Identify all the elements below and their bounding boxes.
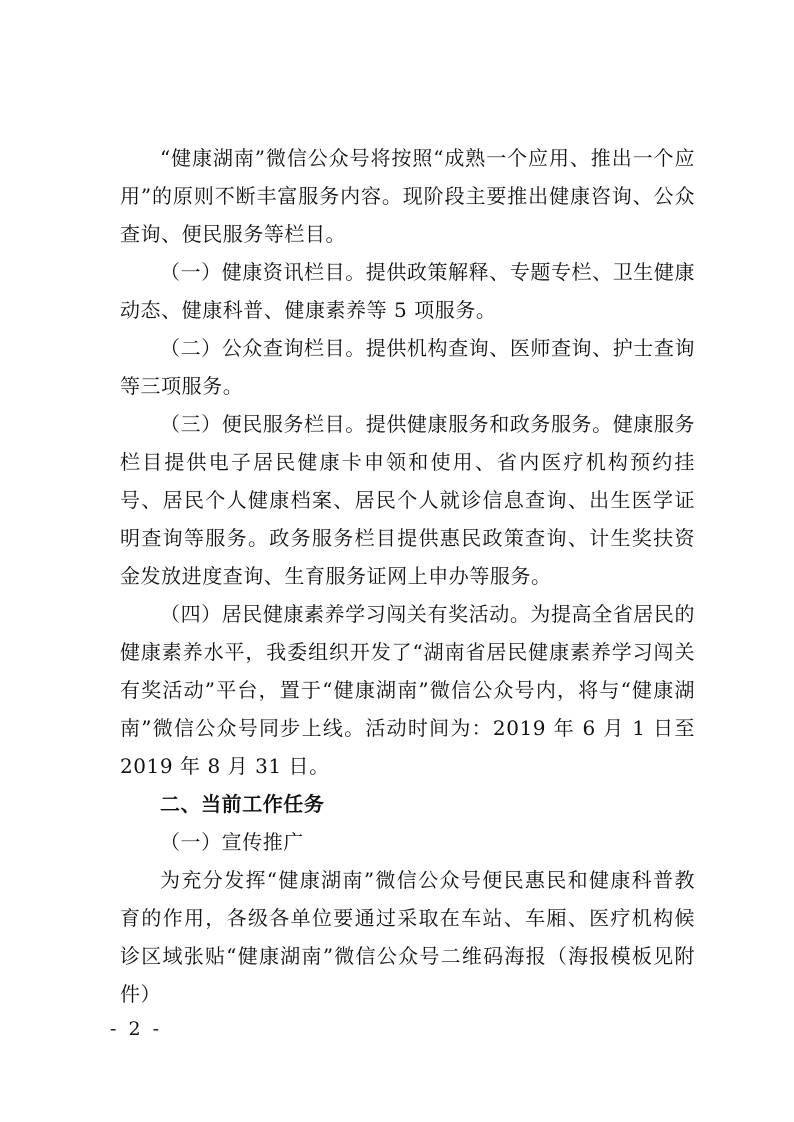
item-4-paragraph — [120, 595, 695, 785]
item-2-paragraph — [120, 329, 695, 405]
item-3-paragraph — [120, 405, 695, 595]
item-2-text: 提供机构查询、医师查询、护士查询等三项服务。 — [120, 336, 695, 398]
item-1-paragraph — [120, 253, 695, 329]
section-2-heading: 二、当前工作任务 — [160, 792, 325, 816]
item-4-text: 为提高全省居民的健康素养水平，我委组织开发了“湖南省居民健康素养学习闯关有奖活动”平台，置于“健康湖南”微信公众号内，将与“健康湖南”微信公众号同步上线。活动时间为：2019 年 6 月 1 日至 2019 年 8 月 31 日。 — [120, 602, 695, 778]
section-2-paragraph: 为充分发挥“健康湖南”微信公众号便民惠民和健康科普教育的作用，各级各单位要通过采取在车站、车厢、医疗机构候诊区域张贴“健康湖南”微信公众号二维码海报（海报模板见附件） — [120, 868, 695, 1006]
intro-paragraph: “健康湖南”微信公众号将按照“成熟一个应用、推出一个应用”的原则不断丰富服务内容。现阶段主要推出健康咨询、公众查询、便民服务等栏目。 — [120, 146, 695, 246]
section-2-subheading-1: （一）宣传推广 — [160, 830, 304, 854]
item-2-label: （二）公众查询栏目。 — [160, 336, 366, 360]
item-1-text: 提供政策解释、专题专栏、卫生健康动态、健康科普、健康素养等 5 项服务。 — [120, 260, 695, 322]
item-3-label: （三）便民服务栏目。 — [160, 412, 366, 436]
document-body — [120, 139, 695, 1013]
item-3-text: 提供健康服务和政务服务。健康服务栏目提供电子居民健康卡申领和使用、省内医疗机构预约挂号、居民个人健康档案、居民个人就诊信息查询、出生医学证明查询等服务。政务服务栏目提供惠民政策查询、计生奖扶资金发放进度查询、生育服务证网上申办等服务。 — [120, 412, 695, 588]
page-number: - 2 - — [110, 1018, 163, 1040]
item-4-label: （四）居民健康素养学习闯关有奖活动。 — [160, 602, 531, 626]
item-1-label: （一）健康资讯栏目。 — [160, 260, 366, 284]
